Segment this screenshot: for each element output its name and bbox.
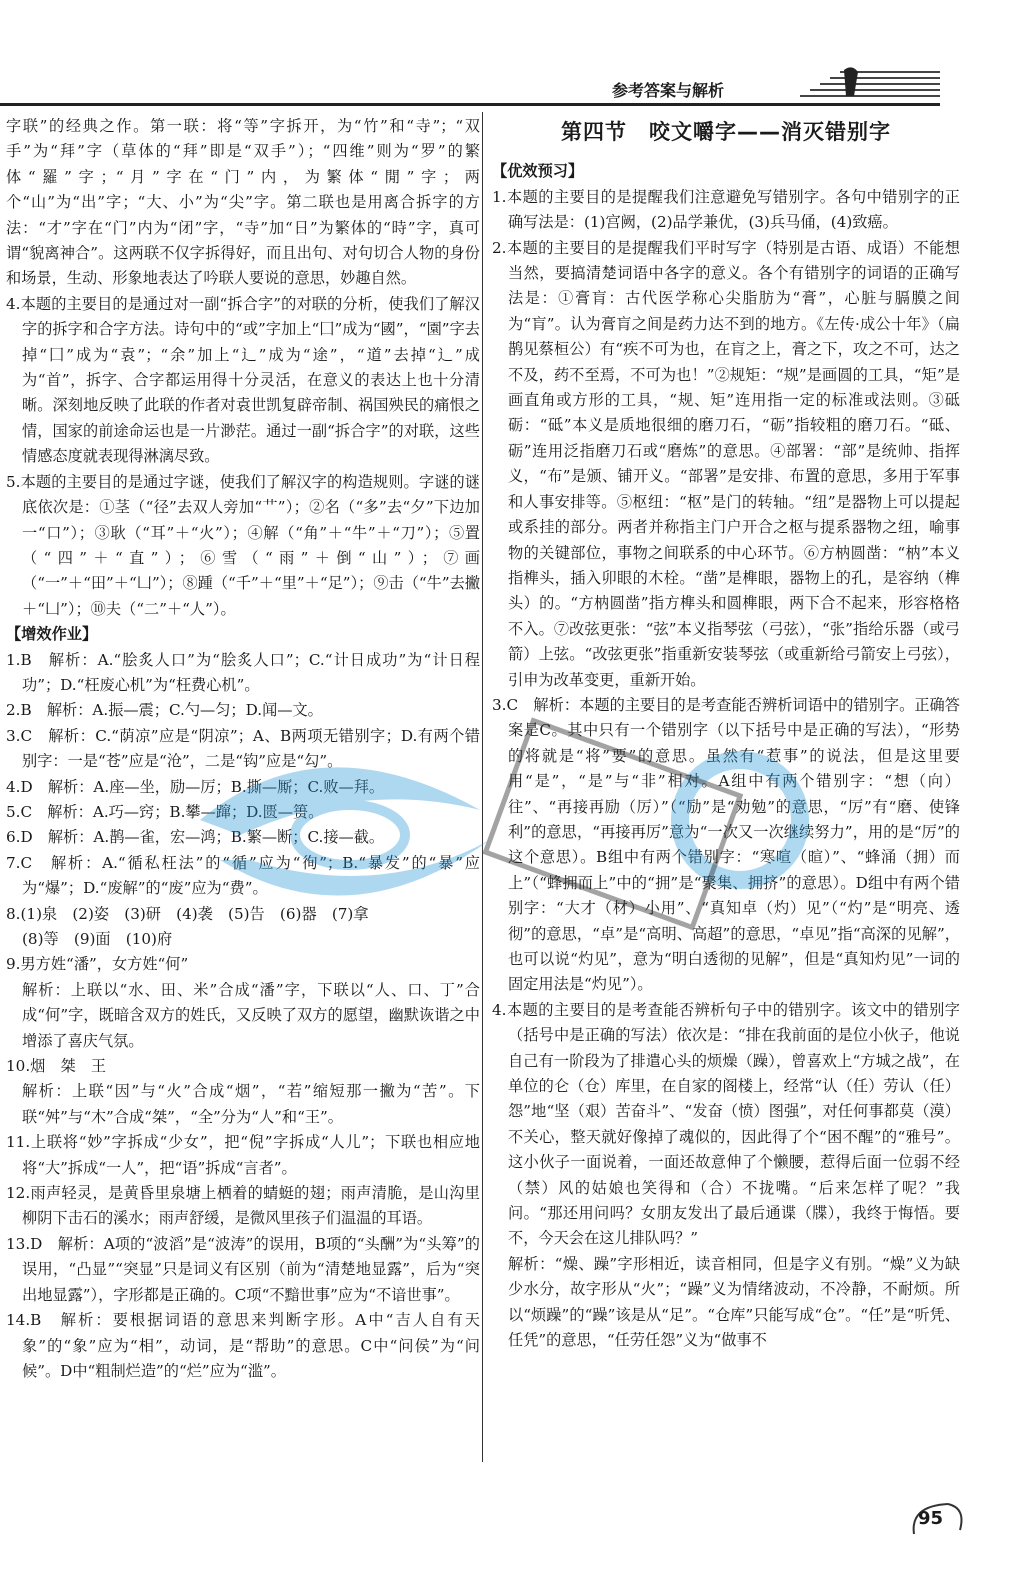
answer-item: 7.C 解析：A.“循私枉法”的“循”应为“徇”；B.“暴发”的“暴”应为“爆”；D.“废解”的“废”应为“费”。 xyxy=(6,853,480,898)
answer-item: 1.B 解析：A.“脍炙人口”为“脍炙人口”；C.“计日成功”为“计日程功”；D.“枉废心机”为“枉费心机”。 xyxy=(6,650,480,694)
section-heading: 【增效作业】 xyxy=(6,625,98,644)
right-column xyxy=(492,114,960,1354)
header-title: 参考答案与解析 xyxy=(612,81,725,100)
answer-item: 14.B 解析：要根据词语的意思来判断字形。A中“吉人自有天象”的“象”应为“相”，动词，是“帮助”的意思。C中“问侯”为“问候”。D中“粗制烂造”的“烂”应为“滥”。 xyxy=(6,1311,480,1380)
answer-explanation: 解析：上联“因”与“火”合成“烟”，“若”缩短那一撇为“苦”。下联“舛”与“木”合成“桀”，“全”分为“人”和“王”。 xyxy=(22,1082,480,1126)
answer-item: 12.雨声轻灵，是黄昏里泉塘上栖着的蜻蜓的翅；雨声清脆，是山沟里柳阴下击石的溪水；雨声舒缓，是微风里孩子们温温的耳语。 xyxy=(6,1184,480,1228)
answer-item: 9.男方姓“潘”，女方姓“何” xyxy=(6,955,189,974)
answer-item: 4.本题的主要目的是考查能否辨析句子中的错别字。该文中的错别字（括号中是正确的写法）依次是：“排在我前面的是位小伙子，他说自己有一阶段为了排遣心头的烦燥（躁），曾喜欢上“方城之战”，在单位的仑（仓）库里，在自家的阁楼上，经常“认（任）劳认（任）怨”地“坚（艰）苦奋斗”、“发奋（愤）图强”，对任何事都莫（漠）不关心，整天就好像掉了魂似的，因此得了个“困不醒”的“雅号”。这小伙子一面说着，一面还故意伸了个懒腰，惹得后面一位弱不经（禁）风的姑娘也笑得和（合）不拢嘴。“后来怎样了呢？”我问。“那还用问吗？女朋友发出了最后通谍（牒），我终于悔悟。要不，今天会在这儿排队吗？” xyxy=(492,1000,960,1248)
header-decoration xyxy=(800,66,940,100)
answer-item-continued: (8)等 (9)面 (10)府 xyxy=(22,930,173,948)
answer-item: 5.C 解析：A.巧—窍；B.攀—蹿；D.匮—篑。 xyxy=(6,802,324,821)
answer-item: 2.B 解析：A.振—震；C.勺—匀；D.闻—文。 xyxy=(6,701,323,720)
column-divider xyxy=(482,112,483,1462)
answer-item: 10.烟 桀 王 xyxy=(6,1057,107,1076)
paragraph: 字联”的经典之作。第一联：将“等”字拆开，为“竹”和“寺”；“双手”为“拜”字（草体的“拜”即是“双手”）；“四维”则为“罗”的繁体“羅”字；“月”字在“门”内，为繁体“閒”字；两个“山”为“出”字；“大、小”为“尖”字。第二联也是用离合拆字的方法：“才”字在“门”内为“闭”字，“寺”加“日”为繁体的“時”字，真可谓“貌离神合”。这两联不仅字拆得好，而且出句、对句切合人物的身份和场景，生动、形象地表达了吟联人要说的意思，妙趣自然。 xyxy=(6,117,480,288)
answer-item: 11.上联将“妙”字拆成“少女”，把“倪”字拆成“人儿”；下联也相应地将“大”拆成“一人”，把“语”拆成“言者”。 xyxy=(6,1133,480,1177)
answer-explanation: 解析：“燥、躁”字形相近，读音相同，但是字义有别。“燥”义为缺少水分，故字形从“火”；“躁”义为情绪波动，不冷静，不耐烦。所以“烦躁”的“躁”该是从“足”。“仓库”只能写成“仓”。“任”是“听凭、任凭”的意思，“任劳任怨”义为“做事不 xyxy=(508,1254,960,1350)
answer-item: 5.本题的主要目的是通过字谜，使我们了解汉字的构造规则。字谜的谜底依次是：①茎（“径”去双人旁加“艹”）；②名（“多”去“夕”下边加一“口”）；③耿（“耳”＋“火”）；④解（“角”＋“牛”＋“刀”）；⑤置（“四”＋“直”）；⑥雪（“雨”＋倒“山”）；⑦画（“一”＋“田”＋“凵”）；⑧踵（“千”＋“里”＋“足”）；⑨击（“牛”去撇＋“凵”）；⑩夫（“二”＋“人”）。 xyxy=(6,472,481,618)
answer-item: 3.C 解析：C.“荫凉”应是“阴凉”；A、B两项无错别字；D.有两个错别字：一是“苍”应是“沧”，二是“钩”应是“勾”。 xyxy=(6,726,480,771)
answer-item: 4.本题的主要目的是通过对一副“拆合字”的对联的分析，使我们了解汉字的拆字和合字方法。诗句中的“或”字加上“囗”成为“國”，“園”字去掉“囗”成为“袁”；“余”加上“辶”成为“途”，“道”去掉“辶”成为“首”，拆字、合字都运用得十分灵活，在意义的表达上也十分清晰。深刻地反映了此联的作者对袁世凯复辟帝制、祸国殃民的痛恨之情，国家的前途命运也是一片渺茫。通过一副“拆合字”的对联，这些情感态度就表现得淋漓尽致。 xyxy=(6,294,480,466)
section-heading: 【优效预习】 xyxy=(492,162,584,181)
answer-item: 6.D 解析：A.鹊—雀，宏—鸿；B.繁—断；C.接—截。 xyxy=(6,828,385,847)
page-number: 95 xyxy=(918,1508,944,1529)
answer-item: 4.D 解析：A.座—坐，励—厉；B.撕—厮；C.败—拜。 xyxy=(6,777,385,796)
answer-item: 8.(1)泉 (2)姿 (3)研 (4)袭 (5)告 (6)器 (7)拿 xyxy=(6,904,369,923)
answer-item: 1.本题的主要目的是提醒我们注意避免写错别字。各句中错别字的正确写法是：(1)宫阙，(2)品学兼优，(3)兵马俑，(4)致癌。 xyxy=(492,187,960,232)
page-header xyxy=(0,0,1024,110)
answer-item: 2.本题的主要目的是提醒我们平时写字（特别是古语、成语）不能想当然，要搞清楚词语中各字的意义。各个有错别字的词语的正确写法是：①膏肓：古代医学称心尖脂肪为“膏”，心脏与膈膜之间为“肓”。认为膏肓之间是药力达不到的地方。《左传·成公十年》（扁鹊见蔡桓公）有“疾不可为也，在肓之上，膏之下，攻之不可，达之不及，药不至焉，不可为也！”②规矩：“规”是画圆的工具，“矩”是画直角或方形的工具，“规、矩”连用指一定的标准或法则。③砥砺：“砥”本义是质地很细的磨刀石，“砺”指较粗的磨刀石。“砥、砺”连用泛指磨刀石或“磨炼”的意思。④部署：“部”是统帅、指挥义，“布”是颁、铺开义。“部署”是安排、布置的意思，多用于军事和人事安排等。⑤枢纽：“枢”是门的转轴。“纽”是器物上可以提起或系挂的部分。两者并称指主门户开合之枢与提系器物之纽，喻事物的关键部位，事物之间联系的中心环节。⑥方枘圆凿：“枘”本义指榫头，插入卯眼的木栓。“凿”是榫眼，器物上的孔，是容纳（榫头）的。“方枘圆凿”指方榫头和圆榫眼，两下合不起来，形容格格不入。⑦改弦更张：“弦”本义指琴弦（弓弦），“张”指给乐器（或弓箭）上弦。“改弦更张”指重新安装琴弦（或重新给弓箭安上弓弦），引申为改革变更，重新开始。 xyxy=(492,238,960,689)
section-title: 第四节 咬文嚼字——消灭错别字 xyxy=(561,120,891,144)
answer-explanation: 解析：上联以“水、田、米”合成“潘”字，下联以“人、口、丁”合成“何”字，既暗含双方的姓氏，又反映了双方的愿望，幽默诙谐之中增添了喜庆气氛。 xyxy=(22,980,480,1050)
left-column xyxy=(6,114,480,1384)
answer-item: 13.D 解析：A项的“波滔”是“波涛”的误用，B项的“头酬”为“头筹”的误用，“凸显”“突显”只是词义有区别（前为“清楚地显露”，后为“突出地显露”），字形都是正确的。C项“不黯世事”应为“不谙世事”。 xyxy=(6,1234,480,1304)
header-rule xyxy=(0,103,940,106)
answer-item: 3.C 解析：本题的主要目的是考查能否辨析词语中的错别字。正确答案是C。其中只有一个错别字（以下括号中是正确的写法），“形势的将就是“将”要”的意思。虽然有“惹事”的说法，但是这里要用“是”，“是”与“非”相对。A组中有两个错别字：“想（向）往”、“再接再励（厉）”（“励”是“劝勉”的意思，“厉”有“磨、使锋利”的意思，“再接再厉”意为“一次又一次继续努力”，用的是“厉”的这个意思）。B组中有两个错别字：“寒喧（暄）”、“蜂涌（拥）而上”（“蜂拥而上”中的“拥”是“聚集、拥挤”的意思）。D组中有两个错别字：“大才（材）小用”、“真知卓（灼）见”（“灼”是“明亮、透彻”的意思，“卓”是“高明、高超”的意思，“卓见”指“高深的见解”，也可以说“灼见”，意为“明白透彻的见解”，但是“真知灼见”一词的固定用法是“灼见”）。 xyxy=(492,695,960,994)
